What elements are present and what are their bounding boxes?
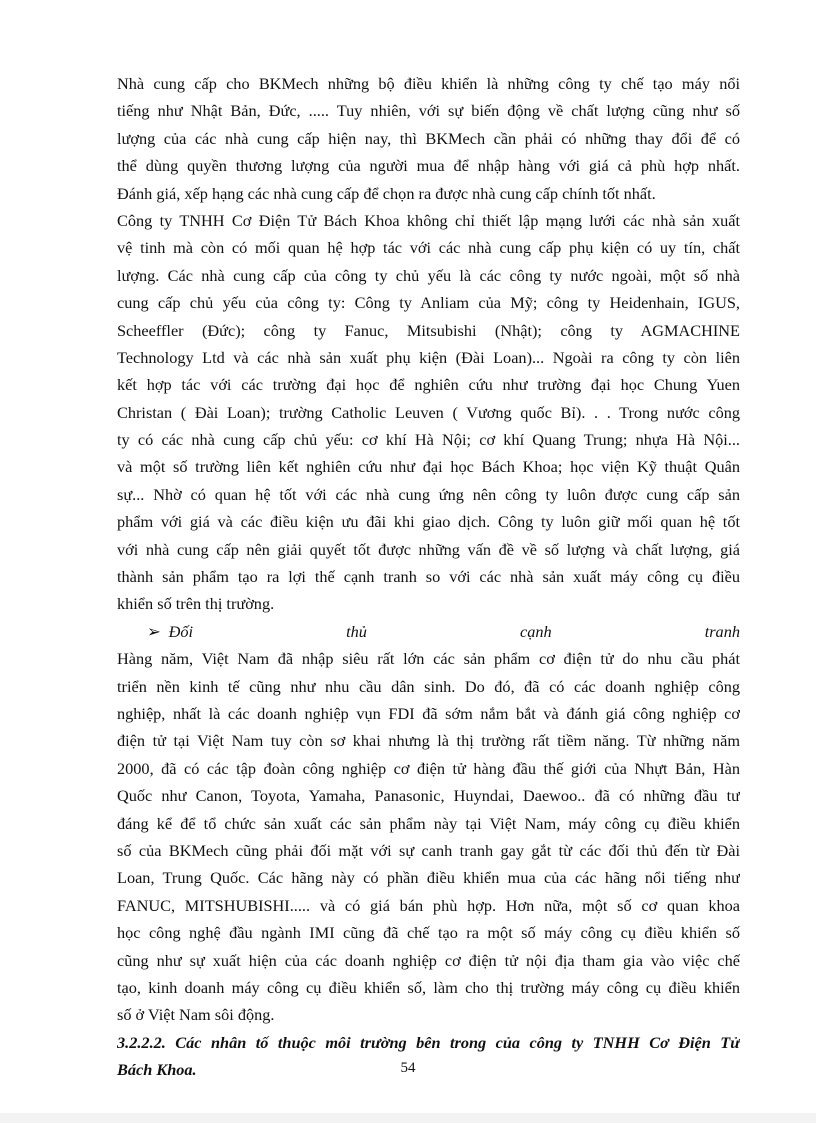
- text-line: FANUC, MITSHUBISHI..... và có giá bán phù hợp. Hơn nữa, một số cơ quan khoa: [117, 895, 740, 915]
- text-line: Scheeffler (Đức); công ty Fanuc, Mitsubishi (Nhật); công ty AGMACHINE: [117, 320, 740, 340]
- bullet-word: [147, 618, 193, 645]
- text-line: khiển số trên thị trường.: [117, 594, 275, 614]
- bullet-word: tranh: [704, 621, 740, 641]
- text-line: tạo, kinh doanh máy công cụ điều khiển số, làm cho thị trường máy công cụ điều khiển: [117, 977, 740, 997]
- text-line: Loan, Trung Quốc. Các hãng này có phần điều khiển mua của các hãng nổi tiếng như: [117, 868, 740, 888]
- text-line: 2000, đã có các tập đoàn công nghiệp cơ điện tử hàng đầu thế giới của Nhựt Bản, Hàn: [117, 758, 740, 778]
- text-line: đáng kể để tổ chức sản xuất các sản phẩm này tại Việt Nam, máy công cụ điều khiển: [117, 813, 740, 833]
- text-line: thành sản phẩm tạo ra lợi thế cạnh tranh so với các nhà sản xuất máy công cụ điều: [117, 567, 740, 587]
- text-line: kết hợp tác với các trường đại học để nghiên cứu như trường đại học Chung Yuen: [117, 375, 740, 395]
- text-line: cung cấp chủ yếu của công ty: Công ty Anliam của Mỹ; công ty Heidenhain, IGUS,: [117, 293, 740, 313]
- text-line: Nhà cung cấp cho BKMech những bộ điều khiển là những công ty chế tạo máy nổi: [117, 74, 740, 93]
- text-line: Đánh giá, xếp hạng các nhà cung cấp để chọn ra được nhà cung cấp chính tốt nhất.: [117, 183, 656, 203]
- bullet-competitors: [117, 618, 740, 645]
- arrow-bullet-icon: ➢: [147, 621, 161, 641]
- text-line: học công nghệ đầu ngành IMI cũng đã chế tạo ra một số máy công cụ điều khiển số: [117, 923, 740, 943]
- text-line: ty có các nhà cung cấp chủ yếu: cơ khí Hà Nội; cơ khí Quang Trung; nhựa Hà Nội...: [117, 430, 740, 450]
- text-line: Technology Ltd và các nhà sản xuất phụ kiện (Đài Loan)... Ngoài ra công ty còn liên: [117, 347, 740, 367]
- paragraph-company-partners: [117, 207, 740, 618]
- text-line: lượng của các nhà cung cấp hiện nay, thì BKMech cần phải có những thay đổi để có: [117, 128, 740, 148]
- text-line: thể dùng quyền thương lượng của người mua để nhập hàng với giá cả phù hợp nhất.: [117, 156, 740, 176]
- text-line: và một số trường liên kết nghiên cứu như đại học Bách Khoa; học viện Kỹ thuật Quân: [117, 457, 740, 477]
- text-line: Công ty TNHH Cơ Điện Tử Bách Khoa không chỉ thiết lập mạng lưới các nhà sản xuất: [117, 210, 740, 230]
- text-line: số ở Việt Nam sôi động.: [117, 1005, 275, 1025]
- text-line: tiếng như Nhật Bản, Đức, ..... Tuy nhiên, với sự biến động về chất lượng cũng như số: [117, 101, 740, 121]
- bullet-word: cạnh: [519, 621, 552, 641]
- text-line: với nhà cung cấp nên giải quyết tốt được những vấn đề về số lượng và chất lượng, giá: [117, 539, 740, 559]
- text-line: lượng. Các nhà cung cấp của công ty chủ yếu là các công ty nước ngoài, một số nhà: [117, 265, 740, 285]
- paragraph-suppliers-bkmech: [117, 70, 740, 207]
- page-number: 54: [400, 1060, 416, 1076]
- heading-line: 3.2.2.2. Các nhân tố thuộc môi trường bên trong của công ty TNHH Cơ Điện Tử: [117, 1032, 740, 1052]
- text-line: Christan ( Đài Loan); trường Catholic Leuven ( Vương quốc Bỉ). . . Trong nước công: [117, 402, 740, 422]
- document-page: [117, 70, 740, 1083]
- text-line: Hàng năm, Việt Nam đã nhập siêu rất lớn các sản phẩm cơ điện tử do nhu cầu phát: [117, 649, 740, 669]
- heading-line: Bách Khoa.: [117, 1060, 197, 1080]
- text-line: cũng như sự xuất hiện của các doanh nghiệp cơ điện tử nội địa tham gia vào việc chế: [117, 950, 740, 970]
- bottom-edge: [0, 1113, 816, 1123]
- text-line: phẩm với giá và các điều kiện ưu đãi khi giao dịch. Công ty luôn giữ mối quan hệ tốt: [117, 512, 740, 532]
- paragraph-competitors: [117, 645, 740, 1028]
- text-line: điện tử tại Việt Nam tuy còn sơ khai nhưng là thị trường rất tiềm năng. Từ những năm: [117, 731, 740, 751]
- text-line: vệ tinh mà còn có mối quan hệ hợp tác với các nhà cung cấp phụ kiện có uy tín, chất: [117, 238, 740, 258]
- text-line: triển nền kinh tế cũng như nhu cầu dân sinh. Do đó, đã có các doanh nghiệp công: [117, 676, 740, 696]
- text-line: sự... Nhờ có quan hệ tốt với các nhà cung ứng nên công ty luôn được cung cấp sản: [117, 484, 740, 504]
- bullet-word: thủ: [346, 621, 367, 641]
- text-line: nghiệp, nhất là các doanh nghiệp vụn FDI đã sớm nắm bắt và đánh giá công nghiệp cơ: [117, 703, 740, 723]
- bullet-word-text: Đối: [168, 621, 194, 641]
- text-line: số của BKMech cũng phải đối mặt với sự canh tranh gay gắt từ các đối thủ đến từ Đài: [117, 840, 740, 860]
- text-line: Quốc như Canon, Toyota, Yamaha, Panasonic, Huyndai, Daewoo.. đã có những đầu tư: [117, 786, 740, 806]
